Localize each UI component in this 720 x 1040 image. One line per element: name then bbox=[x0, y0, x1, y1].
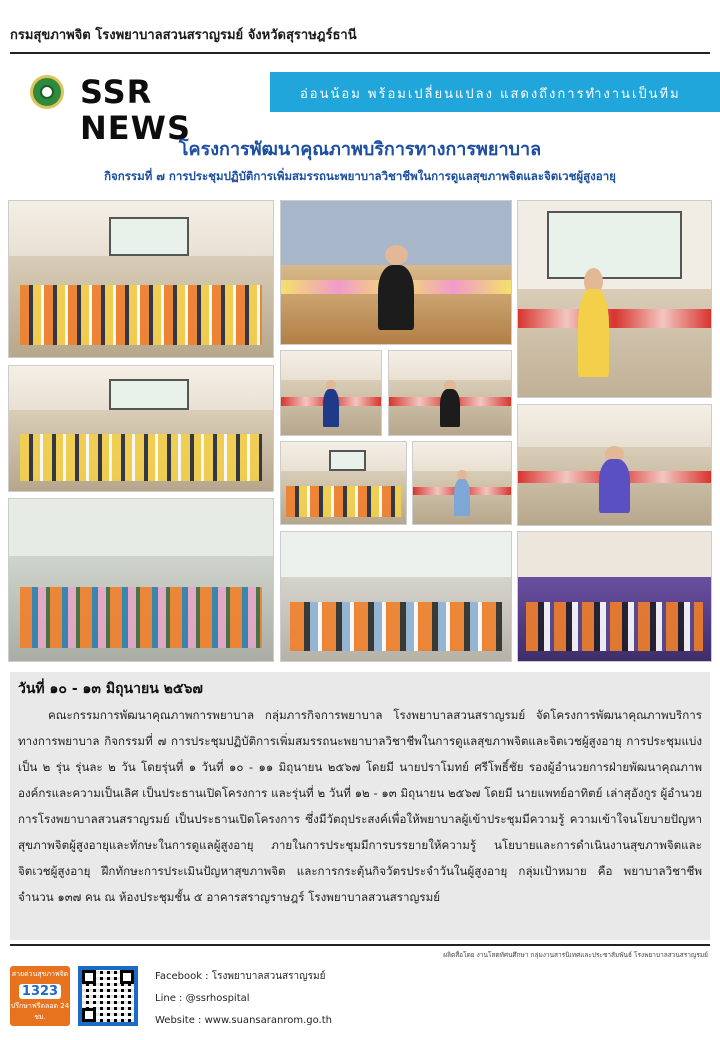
qr-code-icon[interactable] bbox=[78, 966, 138, 1026]
speaker-photo-6 bbox=[517, 404, 712, 526]
page-subtitle: กิจกรรมที่ ๗ การประชุมปฏิบัติการเพิ่มสมรรถนะพยาบาลวิชาชีพในการดูแลสุขภาพจิตและจิตเวชผู้สูงอายุ bbox=[104, 169, 616, 183]
speaker-photo-2 bbox=[280, 350, 382, 436]
news-banner bbox=[0, 72, 720, 147]
banner-title: SSR NEWS bbox=[80, 73, 191, 147]
bottom-divider bbox=[10, 944, 710, 946]
group-photo-2 bbox=[8, 365, 274, 492]
group-photo-1 bbox=[8, 200, 274, 358]
hotline-sub: ปรึกษาฟรีตลอด 24 ชม. bbox=[10, 1002, 70, 1021]
activity-photo-1 bbox=[280, 441, 407, 525]
facebook-link[interactable]: Facebook : โรงพยาบาลสวนสราญรมย์ bbox=[155, 971, 326, 982]
hotline-number: 1323 bbox=[19, 984, 61, 999]
dmh-logo-icon bbox=[30, 75, 64, 109]
page-title: โครงการพัฒนาคุณภาพบริการทางการพยาบาล bbox=[178, 139, 542, 160]
banner-tagline: อ่อนน้อม พร้อมเปลี่ยนแปลง แสดงถึงการทำงานเป็นทีม bbox=[300, 87, 681, 102]
speaker-photo-4 bbox=[412, 441, 512, 525]
hotline-top-text: สายด่วนสุขภาพจิต bbox=[11, 970, 69, 978]
line-id[interactable]: Line : @ssrhospital bbox=[155, 993, 250, 1004]
speaker-photo-1 bbox=[280, 200, 512, 345]
contact-info bbox=[155, 966, 332, 1032]
workshop-photo-1 bbox=[280, 531, 512, 662]
hotline-badge bbox=[10, 966, 70, 1026]
article-body-box bbox=[10, 672, 710, 940]
speaker-photo-5 bbox=[517, 200, 712, 398]
event-date: วันที่ ๑๐ - ๑๓ มิถุนายน ๒๕๖๗ bbox=[18, 681, 203, 697]
group-photo-3 bbox=[8, 498, 274, 662]
website-link[interactable]: Website : www.suansaranrom.go.th bbox=[155, 1015, 332, 1026]
top-divider bbox=[10, 52, 710, 54]
production-credit: ผลิตสื่อโดย งานโสตทัศนศึกษา กลุ่มงานสารนิเทศและประชาสัมพันธ์ โรงพยาบาลสวนสราญรมย์ bbox=[443, 951, 708, 959]
banner-logo-block bbox=[0, 72, 270, 147]
org-line: กรมสุขภาพจิต โรงพยาบาลสวนสราญรมย์ จังหวัดสุราษฎร์ธานี bbox=[10, 28, 357, 43]
article-body-text: คณะกรรมการพัฒนาคุณภาพการพยาบาล กลุ่มภารกิจการพยาบาล โรงพยาบาลสวนสราญรมย์ จัดโครงการพัฒนาคุณภาพบริการทางการพยาบาล กิจกรรมที่ ๗ การประชุมปฏิบัติการเพิ่มสมรรถนะพยาบาลวิชาชีพในการดูแลสุขภาพจิตและจิตเวชผู้สูงอายุ การประชุมแบ่งเป็น ๒ รุ่น รุ่นละ ๒ วัน โดยรุ่นที่ ๑ วันที่ ๑๐ - ๑๑ มิถุนายน ๒๕๖๗ โดยมี นายปราโมทย์ ศรีโพธิ์ชัย รองผู้อำนวยการฝ่ายพัฒนาคุณภาพองค์กรและความเป็นเลิศ เป็นประธานเปิดโครงการ และรุ่นที่ ๒ วันที่ ๑๒ - ๑๓ มิถุนายน ๒๕๖๗ โดยมี นายแพทย์อาทิตย์ เล่าสุอังกูร ผู้อำนวยการโรงพยาบาลสวนสราญรมย์ เป็นประธานเปิดโครงการ ซึ่งมีวัตถุประสงค์เพื่อให้พยาบาลผู้เข้าประชุมมีความรู้ ความเข้าใจนโยบายปัญหาสุขภาพจิตผู้สูงอายุและทักษะในการดูแลผู้สูงอายุ ภายในการประชุมมีการบรรยายให้ความรู้ นโยบายและการดำเนินงานสุขภาพจิตและจิตเวชผู้สูงอายุ ฝึกทักษะการประเมินปัญหาสุขภาพจิต และการกระตุ้นกิจวัตรประจำวันในผู้สูงอายุ กลุ่มเป้าหมาย คือ พยาบาลวิชาชีพ จำนวน ๑๓๗ คน ณ ห้องประชุมชั้น ๕ อาคารสราญราษฎร์ โรงพยาบาลสวนสราญรมย์ bbox=[18, 708, 702, 904]
audience-photo-1 bbox=[517, 531, 712, 662]
speaker-photo-3 bbox=[388, 350, 512, 436]
